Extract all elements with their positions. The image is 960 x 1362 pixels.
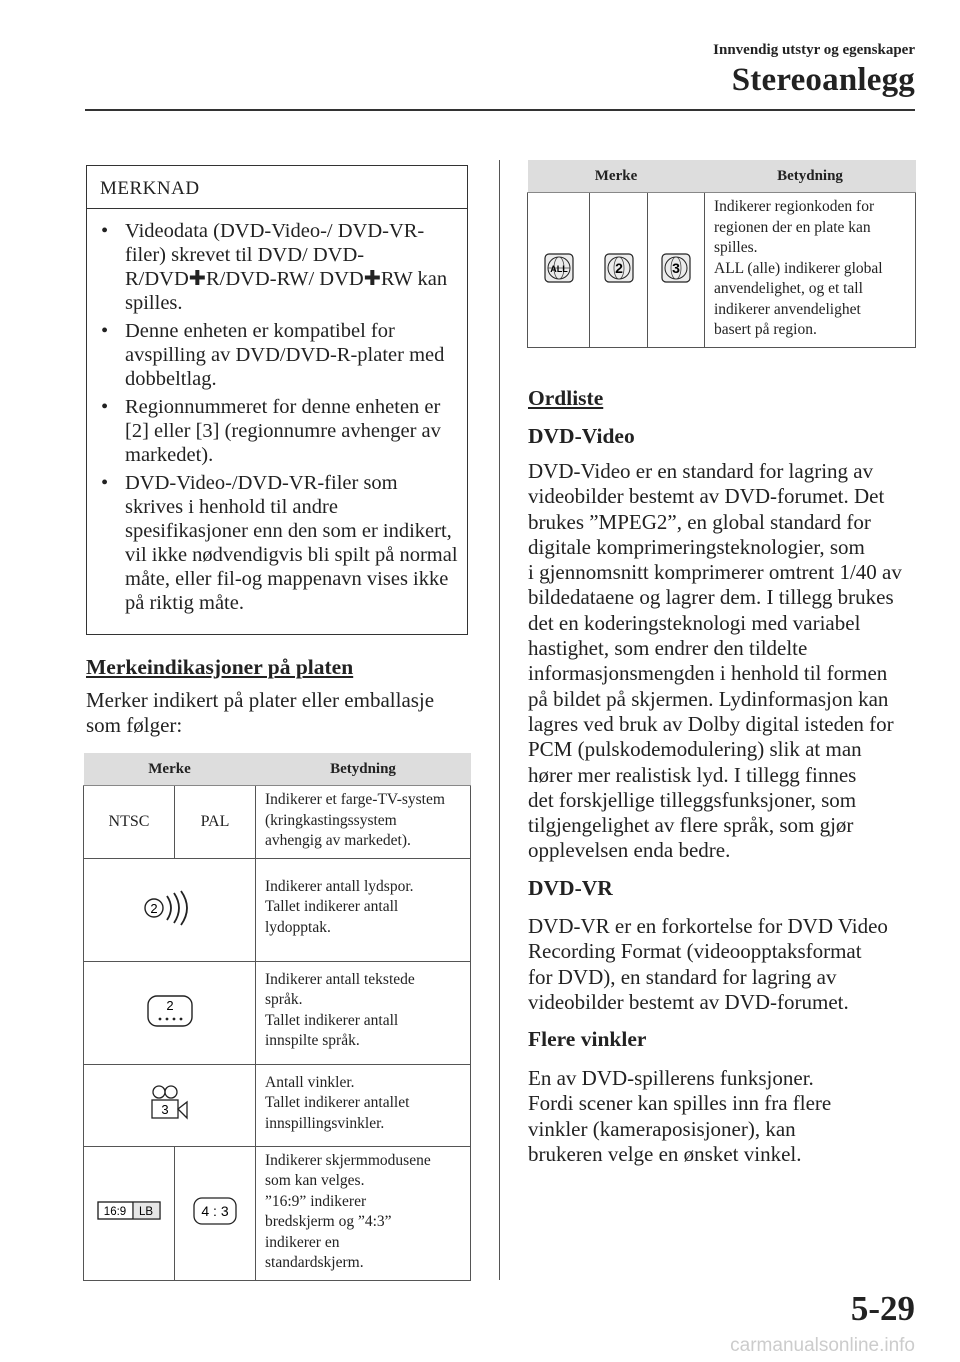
note-box [86, 165, 468, 635]
note-item: • Denne enheten er kompatibel for avspilling av DVD/DVD-R-plater med dobbeltlag. [99, 319, 459, 391]
table-row [528, 193, 916, 348]
glossary-text: DVD-VR er en forkortelse for DVD Video Recording Format (videoopptaksformat for DVD), en standard for lagring av videobilder bestemt av DVD-forumet. [528, 914, 888, 1014]
region-2-label: 2 [614, 259, 623, 276]
glossary-text: DVD-Video er en standard for lagring av videobilder bestemt av DVD-forumet. Det brukes ”MPEG2”, en global standard for digitale komprimeringsteknologier, som i gjennomsnitt komprimerer omtrent 1/40 av bildedataene og lagrer dem. I tillegg brukes det en koderingsteknologi med variabel hastighet, som endrer den tildelte informasjonsmengden i henhold til formen på bildet på skjermen. Lydinformasjon kan lagres ved bruk av Dolby digital isteden for PCM (pulskodemodulering) slik at man hører mer realistisk lyd. I tillegg finnes det forskjellige tilleggsfunksjoner, som tilgjengelighet av flere språk, som gjør opplevelsen enda bedre. [528, 459, 902, 863]
note-list [87, 209, 467, 615]
pal-mark: PAL [175, 786, 256, 859]
mark-description: Indikerer antall tekstede språk. Tallet indikerer antall innspilte språk. [256, 961, 471, 1064]
glossary-text: En av DVD-spillerens funksjoner. Fordi scener kan spilles inn fra flere vinkler (kameraposisjoner), kan brukeren velge en ønsket vinkel. [528, 1066, 832, 1166]
note-item: • Videodata (DVD-Video-/ DVD-VR-filer) skrevet til DVD/ DVD-R/DVD✚R/DVD-RW/ DVD✚RW kan spilles. [99, 219, 459, 315]
mark-description: Indikerer et farge-TV-system (kringkastingssystem avhengig av markedet). [256, 786, 471, 859]
disc-marks-title: Merkeindikasjoner på platen [86, 655, 354, 679]
page-title: Stereoanlegg [731, 62, 915, 98]
region-3-label: 3 [672, 259, 680, 276]
col-mark-header: Merke [84, 753, 256, 786]
subtitle-number: 2 [165, 997, 174, 1013]
audio-tracks-icon [84, 858, 256, 961]
note-item: • DVD-Video-/DVD-VR-filer som skrives i henhold til andre spesifikasjoner enn den som er indikert, vil ikke nødvendigvis bli spilt på normal måte, eller fil-og mappenavn vises ikke på riktig måte. [99, 471, 459, 615]
mark-description: Antall vinkler. Tallet indikerer antallet innspillingsvinkler. [256, 1064, 471, 1146]
widescreen-icon [84, 1146, 175, 1280]
table-row [84, 858, 471, 961]
note-heading: MERKNAD [87, 166, 467, 209]
subtitle-icon [84, 961, 256, 1064]
audio-tracks-number: 2 [149, 900, 158, 916]
ratio-16-9-label: 16:9 [103, 1206, 127, 1218]
page-number: 5-29 [850, 1289, 915, 1328]
glossary-title: Ordliste [528, 386, 604, 410]
region-all-icon [528, 193, 590, 348]
mark-description: Indikerer antall lydspor. Tallet indikerer antall lydopptak. [256, 858, 471, 961]
header-rule [85, 109, 915, 111]
watermark: carmanualsonline.info [730, 1335, 915, 1356]
glossary-term: Flere vinkler [528, 1027, 647, 1051]
ntsc-mark: NTSC [84, 786, 175, 859]
col-mark-header: Merke [528, 160, 705, 193]
disc-marks-intro: Merker indikert på plater eller emballasje som følger: [86, 688, 435, 738]
disc-marks-table [83, 753, 471, 1281]
mark-description: Indikerer skjermmodusene som kan velges. ”16:9” indikerer bredskjerm og ”4:3” indikerer en standardskjerm. [256, 1146, 471, 1280]
camera-angle-icon [84, 1064, 256, 1146]
mark-description: Indikerer regionkoden for regionen der en plate kan spilles. ALL (alle) indikerer global anvendelighet, og et tall indikerer anvendelighet basert på region. [705, 193, 916, 348]
ratio-4-3-label: 4 : 3 [201, 1203, 229, 1219]
col-meaning-header: Betydning [256, 753, 471, 786]
letterbox-label: LB [138, 1206, 154, 1218]
table-row [84, 1064, 471, 1146]
glossary-term: DVD-VR [528, 876, 613, 900]
region-table [527, 160, 916, 348]
glossary-term: DVD-Video [528, 424, 635, 448]
region-all-label: ALL [549, 263, 568, 274]
header-section: Innvendig utstyr og egenskaper [713, 42, 915, 58]
table-row [84, 786, 471, 859]
note-item: • Regionnummeret for denne enheten er [2] eller [3] (regionnumre avhenger av markedet). [99, 395, 459, 467]
column-divider [499, 160, 500, 1280]
region-3-icon [648, 193, 705, 348]
col-meaning-header: Betydning [705, 160, 916, 193]
table-row [84, 1146, 471, 1280]
standard-screen-icon [175, 1146, 256, 1280]
table-row [84, 961, 471, 1064]
region-2-icon [590, 193, 648, 348]
camera-angle-number: 3 [160, 1102, 169, 1117]
